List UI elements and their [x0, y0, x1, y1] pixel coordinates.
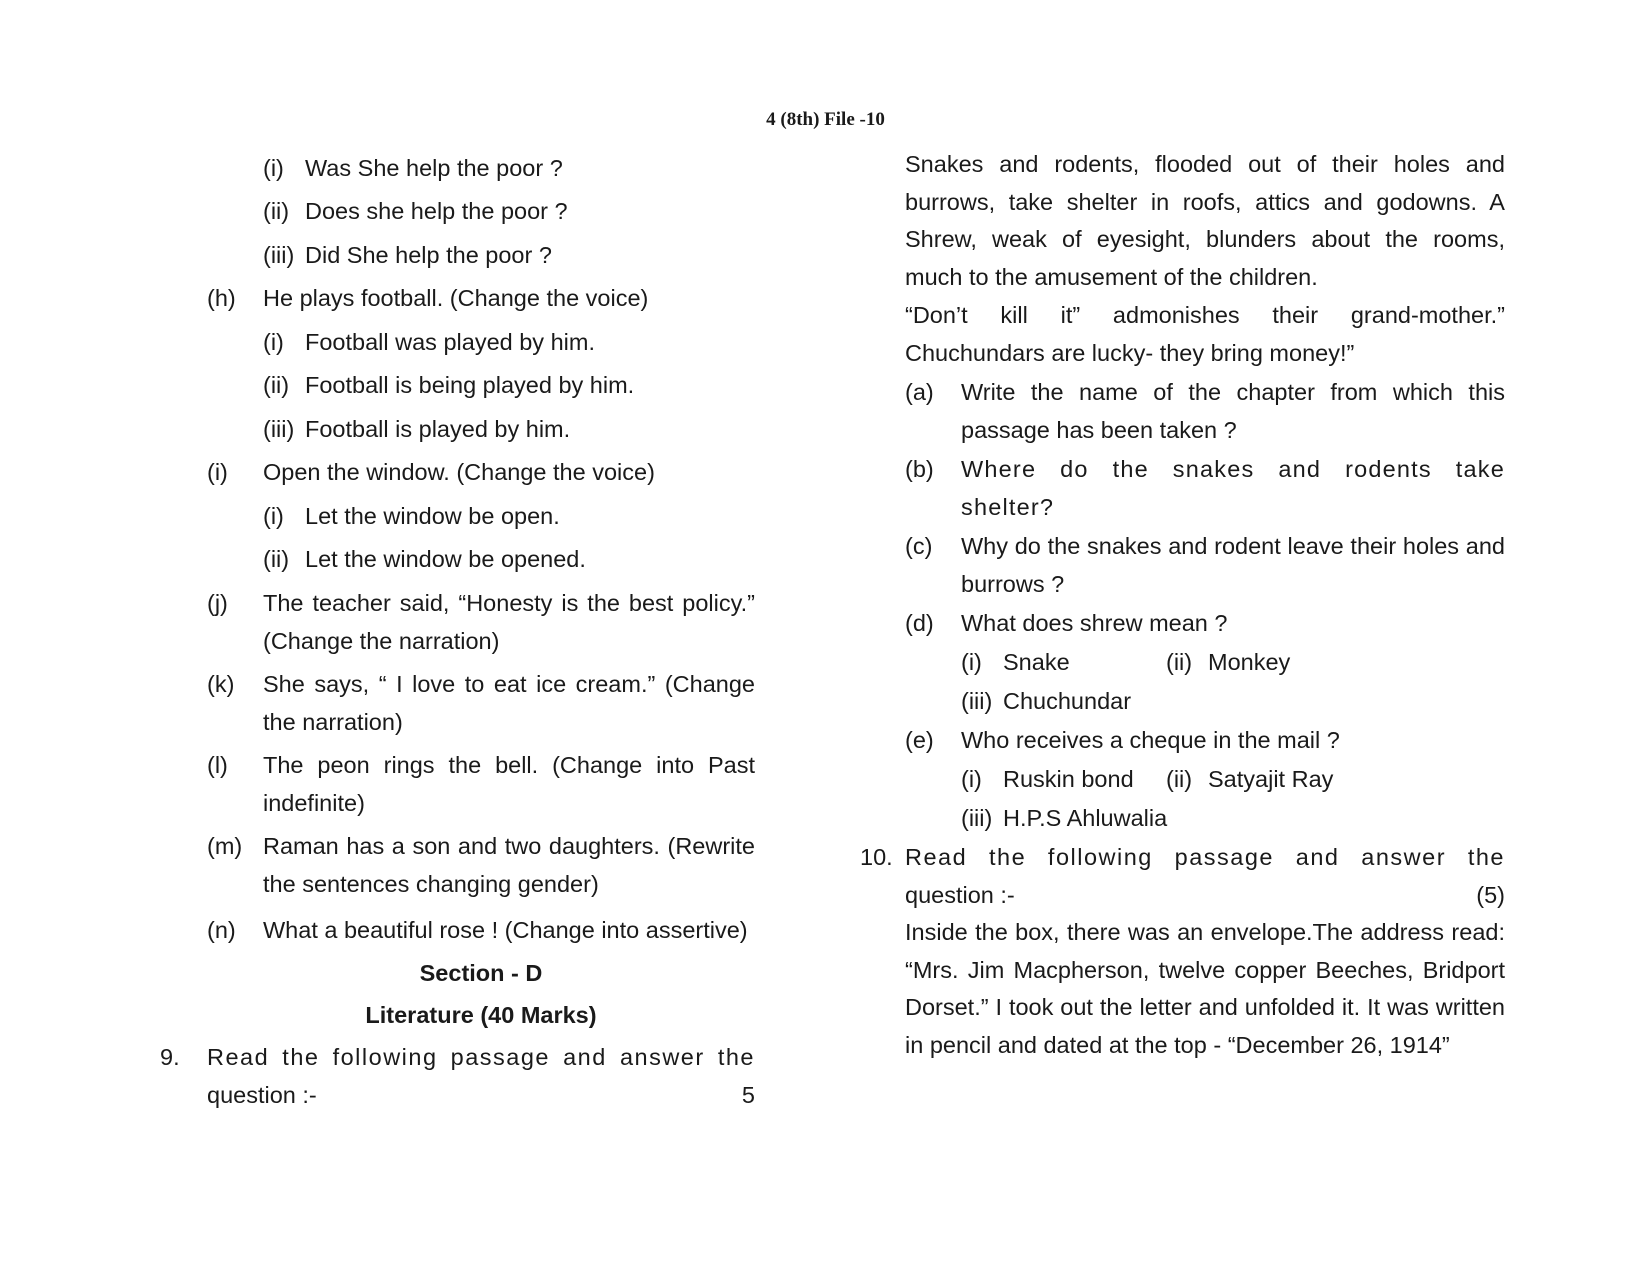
- option-item: (i) Football was played by him.: [263, 328, 595, 355]
- passage: Snakes and rodents, flooded out of their holes and burrows, take shelter in roofs, attics and godowns. A Shrew, weak of eyesight, blunders about the rooms, much to the amusement of the children. “Don’t kill it” admonishes their grand-mother.” Chuchundars are lucky- they bring money!”: [905, 151, 1505, 366]
- question-n: (n) What a beautiful rose ! (Change into assertive): [207, 916, 748, 943]
- marks: (5): [1476, 882, 1505, 908]
- option-item: (ii) Does she help the poor ?: [263, 198, 568, 225]
- option-item: (i) Let the window be open.: [263, 502, 560, 529]
- question-l: (l) The peon rings the bell. (Change into Past indefinite): [207, 752, 755, 816]
- question-h: (h) He plays football. (Change the voice): [207, 285, 649, 312]
- right-column: [860, 146, 1505, 1064]
- options-row: [961, 682, 1505, 720]
- question-e: (e) Who receives a cheque in the mail ?: [905, 727, 1340, 753]
- question-i: (i) Open the window. (Change the voice): [207, 459, 655, 486]
- question-b: (b) Where do the snakes and rodents take shelter?: [905, 456, 1505, 520]
- passage-2: Inside the box, there was an envelope.The address read: “Mrs. Jim Macpherson, twelve copper Beeches, Bridport Dorset.” I took out the letter and unfolded it. It was written in pencil and dated at the top - “December 26, 1914”: [905, 919, 1505, 1058]
- option-item: (iii) H.P.S Ahluwalia: [961, 805, 1168, 831]
- options-row: [961, 760, 1505, 798]
- option-item: (iii) Did She help the poor ?: [263, 241, 552, 268]
- question-j: (j) The teacher said, “Honesty is the best policy.” (Change the narration): [207, 590, 755, 654]
- option-item: (i) Was She help the poor ?: [263, 154, 563, 181]
- question-c: (c) Why do the snakes and rodent leave their holes and burrows ?: [905, 533, 1505, 597]
- option-item: (iii) Football is played by him.: [263, 415, 571, 442]
- question-9: 9. Read the following passage and answer the question :- 5: [160, 1038, 755, 1114]
- section-subtitle: Literature (40 Marks): [365, 1001, 597, 1028]
- option-item: (ii) Satyajit Ray: [1166, 766, 1334, 792]
- options-row: [961, 643, 1505, 681]
- question-10-text: Read the following passage and answer the: [905, 844, 1505, 870]
- question-m: (m) Raman has a son and two daughters. (Rewrite the sentences changing gender): [207, 833, 755, 897]
- options-row: [961, 799, 1505, 837]
- question-d: (d) What does shrew mean ?: [905, 610, 1228, 636]
- marks: 5: [741, 1081, 755, 1108]
- option-item: (i) Snake: [961, 649, 1070, 675]
- question-k: (k) She says, “ I love to eat ice cream.” (Change the narration): [207, 671, 755, 735]
- option-item: (ii) Football is being played by him.: [263, 372, 635, 399]
- question-9-text: Read the following passage and answer the: [207, 1043, 755, 1070]
- option-item: (i) Ruskin bond: [961, 766, 1134, 792]
- option-item: (ii) Let the window be opened.: [263, 546, 586, 573]
- page-header: 4 (8th) File -10: [766, 109, 885, 130]
- left-column: [160, 146, 755, 1114]
- question-10: 10. Read the following passage and answer the question :- (5): [860, 838, 1505, 914]
- question-a: (a) Write the name of the chapter from which this passage has been taken ?: [905, 379, 1505, 443]
- option-item: (ii) Monkey: [1166, 649, 1291, 675]
- section-title: Section - D: [419, 959, 543, 986]
- option-item: (iii) Chuchundar: [961, 688, 1132, 714]
